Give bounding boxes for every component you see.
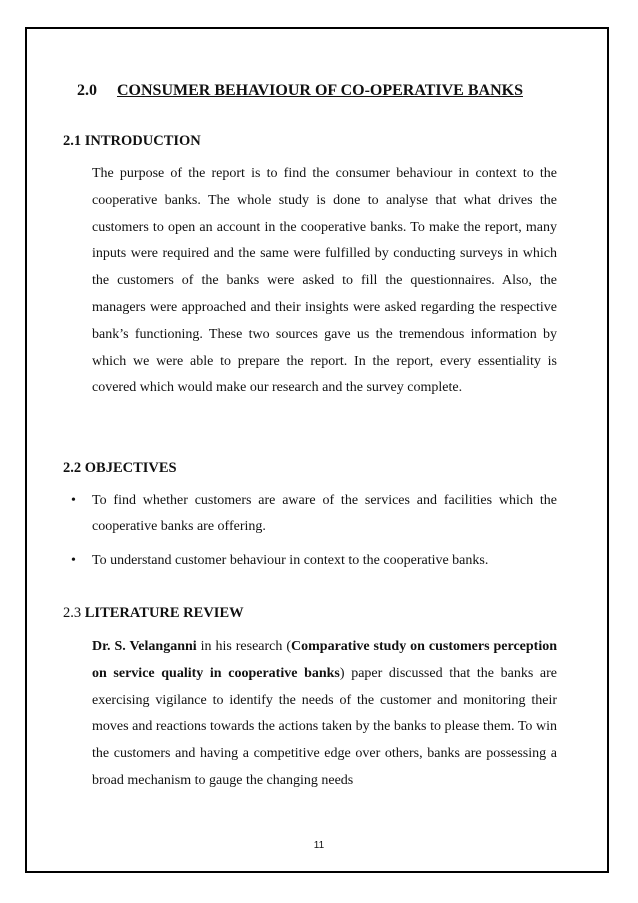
chapter-number: 2.0	[77, 82, 97, 99]
introduction-heading: 2.1 INTRODUCTION	[63, 133, 201, 149]
literature-paragraph	[92, 634, 557, 795]
literature-body: ) paper discussed that the banks are exercising vigilance to identify the needs of the customer and monitoring their moves and reactions towards the actions taken by the banks to please them. To win the customers and having a competitive edge over others, banks are possessing a broad mechanism to gauge the changing needs	[92, 665, 558, 788]
objective-item	[71, 488, 557, 540]
page-number: 11	[313, 840, 325, 851]
chapter-title-text: CONSUMER BEHAVIOUR OF CO-OPERATIVE BANKS	[117, 82, 523, 99]
objective-item	[71, 548, 557, 574]
literature-heading-text: LITERATURE REVIEW	[84, 605, 244, 621]
literature-heading-number: 2.3	[63, 605, 82, 621]
literature-connector: in his research (	[196, 639, 292, 654]
bullet-icon: •	[71, 553, 76, 568]
bullet-icon: •	[71, 493, 76, 508]
objective-text: To understand customer behaviour in context to the cooperative banks.	[92, 553, 489, 568]
author-name: Dr. S. Velanganni	[92, 639, 197, 654]
chapter-title	[77, 82, 523, 100]
objectives-list	[71, 488, 557, 574]
literature-heading	[63, 605, 244, 622]
study-title: Comparative study on customers perception on service quality in cooperative banks	[92, 639, 558, 681]
objective-text: To find whether customers are aware of the services and facilities which the cooperative banks are offering.	[92, 493, 557, 534]
introduction-paragraph: The purpose of the report is to find the consumer behaviour in context to the cooperative banks. The whole study is done to analyse that what drives the customers to open an account in the cooperative banks. To make the report, many inputs were required and the same were fulfilled by conducting surveys in which the customers of the banks were asked to fill the questionnaires. Also, the managers were approached and their insights were asked regarding the respective bank’s functioning. These two sources gave us the tremendous information by which we were able to prepare the report. In the report, every essentiality is covered which would make our research and the survey complete.	[92, 166, 557, 396]
objectives-heading: 2.2 OBJECTIVES	[63, 460, 177, 476]
